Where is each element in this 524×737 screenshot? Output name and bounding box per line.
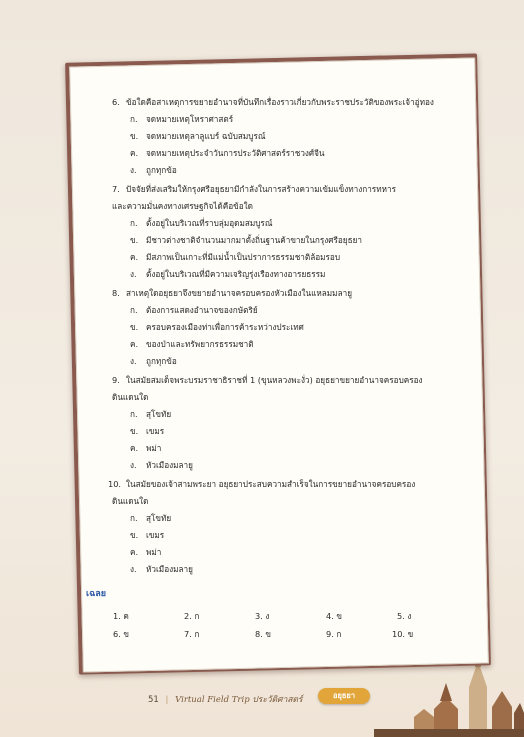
answer-cell: 5. ง: [397, 611, 412, 621]
option-letter: ข.: [130, 322, 139, 332]
option-letter: ง.: [130, 165, 137, 175]
footer-title: Virtual Field Trip ประวัติศาสตร์: [175, 695, 303, 705]
option-text: ต้องการแสดงอำนาจของกษัตริย์: [146, 305, 258, 315]
option-letter: ข.: [130, 530, 139, 540]
option-text: สุโขทัย: [146, 409, 172, 419]
answer-cell: 6. ข: [113, 629, 130, 639]
option-text: ตั้งอยู่ในบริเวณที่มีความเจริญรุ่งเรืองทางอารยธรรม: [146, 269, 326, 279]
answer-cell: 1. ค: [113, 611, 129, 621]
option-text: จดหมายเหตุโหราศาสตร์: [146, 114, 234, 124]
option-text: จดหมายเหตุประจำวันการประวัติศาสตร์ราชวงศ์จีน: [146, 148, 325, 158]
option-text: มีชาวต่างชาติจำนวนมากมาตั้งถิ่นฐานค้าขายในกรุงศรีอยุธยา: [146, 235, 362, 245]
answer-cell: 8. ข: [255, 629, 272, 639]
question-number: 9.: [112, 375, 120, 385]
question-text: สาเหตุใดอยุธยาจึงขยายอำนาจครอบครองหัวเมืองในแหลมมลายู: [126, 288, 352, 298]
option-text: เขมร: [146, 426, 165, 436]
option-letter: ก.: [130, 114, 138, 124]
answer-cell: 9. ก: [326, 629, 342, 639]
option-text: ถูกทุกข้อ: [146, 356, 177, 366]
option-letter: ข.: [130, 426, 139, 436]
option-text: พม่า: [146, 443, 162, 453]
option-letter: ง.: [130, 564, 137, 574]
option-letter: ค.: [130, 148, 139, 158]
option-letter: ง.: [130, 356, 137, 366]
option-text: สุโขทัย: [146, 513, 172, 523]
option-letter: ค.: [130, 252, 139, 262]
option-text: ตั้งอยู่ในบริเวณที่ราบลุ่มอุดมสมบูรณ์: [146, 218, 273, 228]
answer-key-heading: เฉลย: [86, 589, 106, 599]
option-letter: ก.: [130, 513, 138, 523]
answer-cell: 7. ก: [184, 629, 200, 639]
option-letter: ง.: [130, 460, 137, 470]
answer-cell: 4. ข: [326, 611, 343, 621]
option-letter: ข.: [130, 235, 139, 245]
option-text: พม่า: [146, 547, 162, 557]
footer-separator: |: [165, 695, 169, 705]
page-number: 51: [148, 695, 159, 705]
chapter-badge: อยุธยา: [318, 688, 370, 704]
option-letter: ข.: [130, 131, 139, 141]
question-number: 6.: [112, 97, 120, 107]
question-text: ในสมัยของเจ้าสามพระยา อยุธยาประสบความสำเร็จในการขยายอำนาจครอบครอง: [126, 479, 416, 489]
option-text: ถูกทุกข้อ: [146, 165, 177, 175]
answer-cell: 10. ข: [392, 629, 414, 639]
question-text: ข้อใดคือสาเหตุการขยายอำนาจที่บันทึกเรื่องราวเกี่ยวกับพระราชประวัติของพระเจ้าอู่ทอง: [126, 97, 434, 107]
question-text-continued: และความมั่นคงทางเศรษฐกิจได้คือข้อใด: [112, 201, 253, 211]
option-text: หัวเมืองมลายู: [146, 460, 193, 470]
option-text: หัวเมืองมลายู: [146, 564, 193, 574]
option-letter: ค.: [130, 547, 139, 557]
question-number: 7.: [112, 184, 120, 194]
option-letter: ค.: [130, 339, 139, 349]
option-letter: ก.: [130, 218, 138, 228]
question-text-continued: ดินแดนใด: [112, 496, 149, 506]
question-text: ปัจจัยที่ส่งเสริมให้กรุงศรีอยุธยามีกำลังในการสร้างความเข้มแข็งทางการทหาร: [126, 184, 396, 194]
option-text: ครอบครองเมืองท่าเพื่อการค้าระหว่างประเทศ: [146, 322, 304, 332]
option-text: เขมร: [146, 530, 165, 540]
answer-cell: 3. ง: [255, 611, 270, 621]
option-letter: ก.: [130, 305, 138, 315]
question-text-continued: ดินแดนใด: [112, 392, 149, 402]
option-text: มีสภาพเป็นเกาะที่มีแม่น้ำเป็นปราการธรรมชาติล้อมรอบ: [146, 252, 341, 262]
question-number: 10.: [108, 479, 122, 489]
option-text: จดหมายเหตุลาลูแบร์ ฉบับสมบูรณ์: [146, 131, 266, 141]
option-text: ของป่าและทรัพยากรธรรมชาติ: [146, 339, 254, 349]
answer-cell: 2. ก: [184, 611, 200, 621]
option-letter: ง.: [130, 269, 137, 279]
option-letter: ก.: [130, 409, 138, 419]
question-number: 8.: [112, 288, 120, 298]
option-letter: ค.: [130, 443, 139, 453]
page-footer: [148, 692, 303, 706]
question-text: ในสมัยสมเด็จพระบรมราชาธิราชที่ 1 (ขุนหลวงพะงั่ว) อยุธยาขยายอำนาจครอบครอง: [126, 375, 423, 385]
